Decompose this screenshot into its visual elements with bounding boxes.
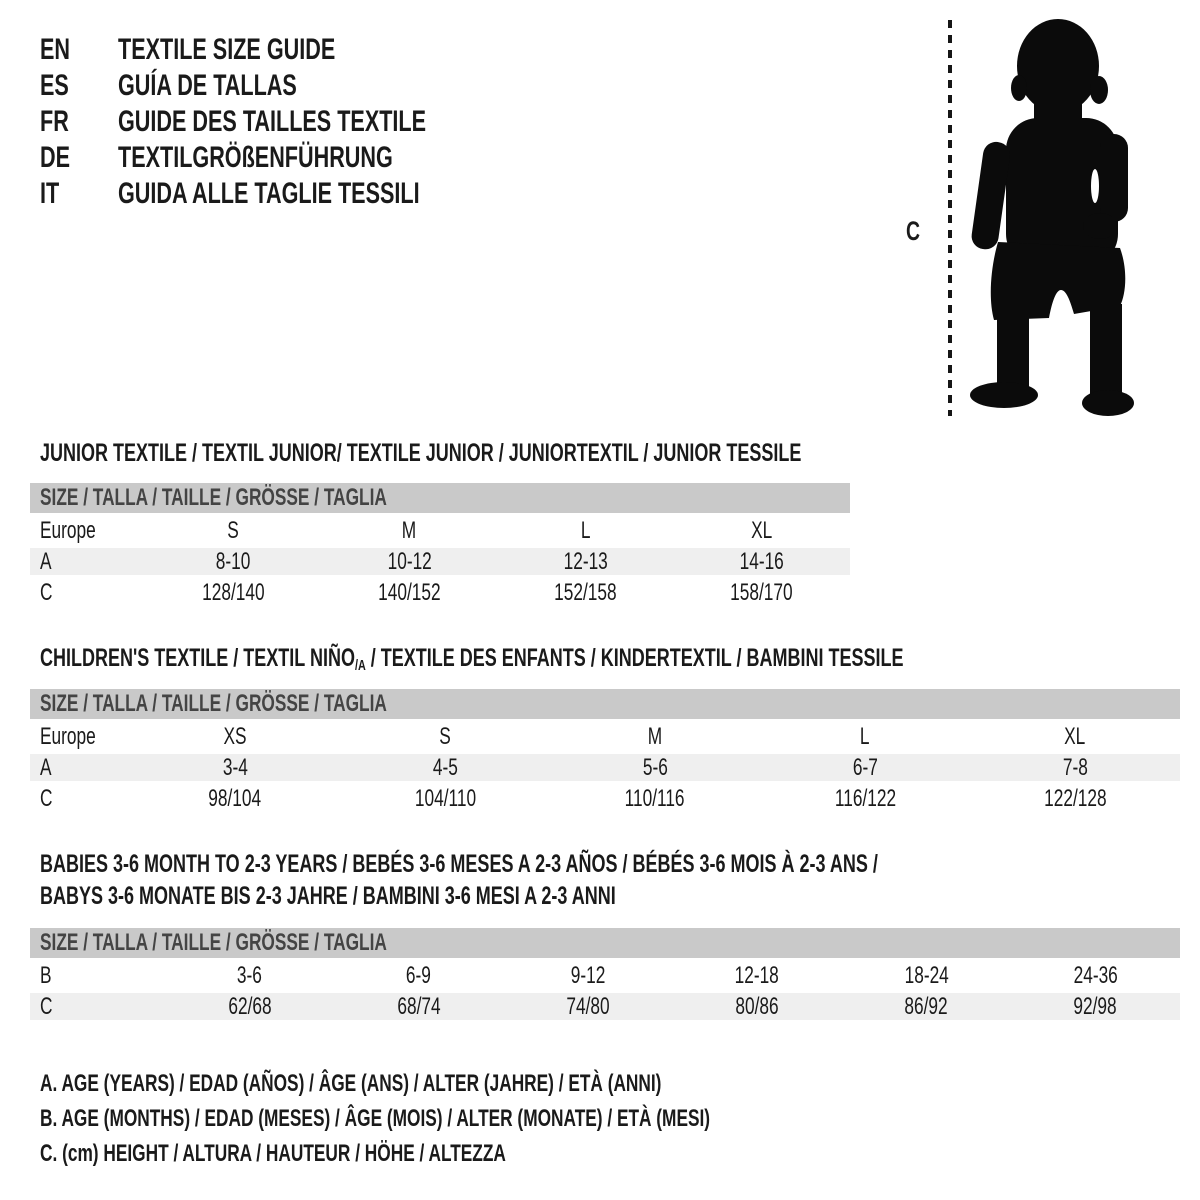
- babies-title-line2: BABYS 3-6 MONATE BIS 2-3 JAHRE / BAMBINI 3-6 MESI A 2-3 ANNI: [40, 882, 616, 910]
- table-cell: 24-36: [1073, 961, 1118, 989]
- children-size-table: [30, 689, 1180, 812]
- table-cell: 12-13: [563, 547, 608, 575]
- row-label: A: [40, 547, 52, 575]
- language-title: TEXTILGRÖßENFÜHRUNG: [118, 141, 393, 174]
- table-cell: 4-5: [432, 753, 458, 781]
- table-cell: 140/152: [378, 578, 441, 606]
- table-cell: 3-6: [237, 961, 263, 989]
- table-cell: 74/80: [566, 992, 610, 1020]
- legend: [40, 1066, 971, 1171]
- language-row-fr: [40, 104, 546, 140]
- table-cell: 110/116: [625, 784, 685, 812]
- legend-line-b: B. AGE (MONTHS) / EDAD (MESES) / ÂGE (MOIS) / ALTER (MONATE) / ETÀ (MESI): [40, 1104, 711, 1132]
- junior-size-table: [30, 483, 850, 606]
- table-row-age: [30, 544, 850, 575]
- table-cell: 7-8: [1062, 753, 1088, 781]
- table-cell: 6-9: [406, 961, 432, 989]
- table-cell: L: [860, 722, 870, 750]
- language-row-it: [40, 176, 546, 212]
- language-row-es: [40, 68, 546, 104]
- language-title: TEXTILE SIZE GUIDE: [118, 33, 336, 66]
- junior-section-title: JUNIOR TEXTILE / TEXTIL JUNIOR/ TEXTILE JUNIOR / JUNIORTEXTIL / JUNIOR TESSILE: [40, 439, 802, 467]
- table-row-europe: [30, 719, 1180, 750]
- table-cell: 62/68: [227, 992, 272, 1020]
- table-cell: 14-16: [739, 547, 784, 575]
- babies-title-line1: BABIES 3-6 MONTH TO 2-3 YEARS / BEBÉS 3-6 MESES A 2-3 AÑOS / BÉBÉS 3-6 MOIS À 2-3 ANS /: [40, 850, 878, 878]
- language-list: [40, 32, 546, 212]
- size-header-bar: SIZE / TALLA / TAILLE / GRÖSSE / TAGLIA: [30, 928, 1180, 958]
- legend-line-c: C. (cm) HEIGHT / ALTURA / HAUTEUR / HÖHE / ALTEZZA: [40, 1139, 506, 1167]
- table-cell: 5-6: [642, 753, 668, 781]
- language-title: GUIDA ALLE TAGLIE TESSILI: [118, 177, 420, 210]
- language-code: EN: [40, 33, 71, 66]
- table-cell: 12-18: [735, 961, 780, 989]
- table-cell: 86/92: [904, 992, 948, 1020]
- table-cell: 8-10: [215, 547, 251, 575]
- language-row-en: [40, 32, 546, 68]
- table-cell: 98/104: [208, 784, 262, 812]
- table-cell: 80/86: [735, 992, 779, 1020]
- table-row-europe: [30, 513, 850, 544]
- babies-section-title: [40, 848, 1200, 912]
- children-section-title: CHILDREN'S TEXTILE / TEXTIL $NIÑO_{/A}$ / TEXTILE DES ENFANTS / KINDERTEXTIL / BAMBINI TESSILE: [40, 644, 904, 675]
- table-cell: 3-4: [222, 753, 248, 781]
- row-label: Europe: [40, 722, 96, 750]
- table-cell: XS: [223, 722, 247, 750]
- table-cell: 18-24: [904, 961, 949, 989]
- table-cell: XL: [751, 516, 773, 544]
- table-cell: XL: [1064, 722, 1086, 750]
- height-measure-line: [948, 20, 952, 416]
- row-label: C: [40, 992, 53, 1020]
- table-cell: L: [580, 516, 591, 544]
- language-row-de: [40, 140, 546, 176]
- table-row-height: [30, 989, 1180, 1020]
- table-cell: S: [227, 516, 239, 544]
- table-cell: S: [439, 722, 451, 750]
- babies-size-table: [30, 928, 1180, 1020]
- table-cell: 122/128: [1043, 784, 1107, 812]
- table-cell: 128/140: [201, 578, 265, 606]
- nino-a-subscript: /A: [354, 657, 366, 675]
- height-measure-label: C: [906, 216, 921, 246]
- table-cell: 92/98: [1073, 992, 1118, 1020]
- table-row-months: [30, 958, 1180, 989]
- table-cell: 158/170: [730, 578, 794, 606]
- language-code: FR: [40, 105, 69, 138]
- table-cell: M: [402, 516, 417, 544]
- language-code: IT: [40, 177, 60, 210]
- row-label: B: [40, 961, 52, 989]
- table-row-height: [30, 781, 1180, 812]
- table-cell: 68/74: [397, 992, 441, 1020]
- toddler-silhouette-image: [962, 14, 1140, 418]
- table-cell: 104/110: [414, 784, 476, 812]
- language-code: ES: [40, 69, 69, 102]
- table-cell: 116/122: [834, 784, 896, 812]
- row-label: C: [40, 784, 53, 812]
- table-cell: 10-12: [387, 547, 432, 575]
- language-title: GUIDE DES TAILLES TEXTILE: [118, 105, 427, 138]
- row-label: C: [40, 578, 53, 606]
- size-header-bar: SIZE / TALLA / TAILLE / GRÖSSE / TAGLIA: [30, 689, 1180, 719]
- size-header-bar: SIZE / TALLA / TAILLE / GRÖSSE / TAGLIA: [30, 483, 850, 513]
- table-cell: 6-7: [852, 753, 878, 781]
- language-code: DE: [40, 141, 71, 174]
- table-row-height: [30, 575, 850, 606]
- row-label: A: [40, 753, 52, 781]
- row-label: Europe: [40, 516, 96, 544]
- table-cell: 152/158: [554, 578, 617, 606]
- legend-line-a: A. AGE (YEARS) / EDAD (AÑOS) / ÂGE (ANS) / ALTER (JAHRE) / ETÀ (ANNI): [40, 1069, 662, 1097]
- table-cell: 9-12: [570, 961, 606, 989]
- table-cell: M: [647, 722, 663, 750]
- language-title: GUÍA DE TALLAS: [118, 69, 297, 102]
- table-row-age: [30, 750, 1180, 781]
